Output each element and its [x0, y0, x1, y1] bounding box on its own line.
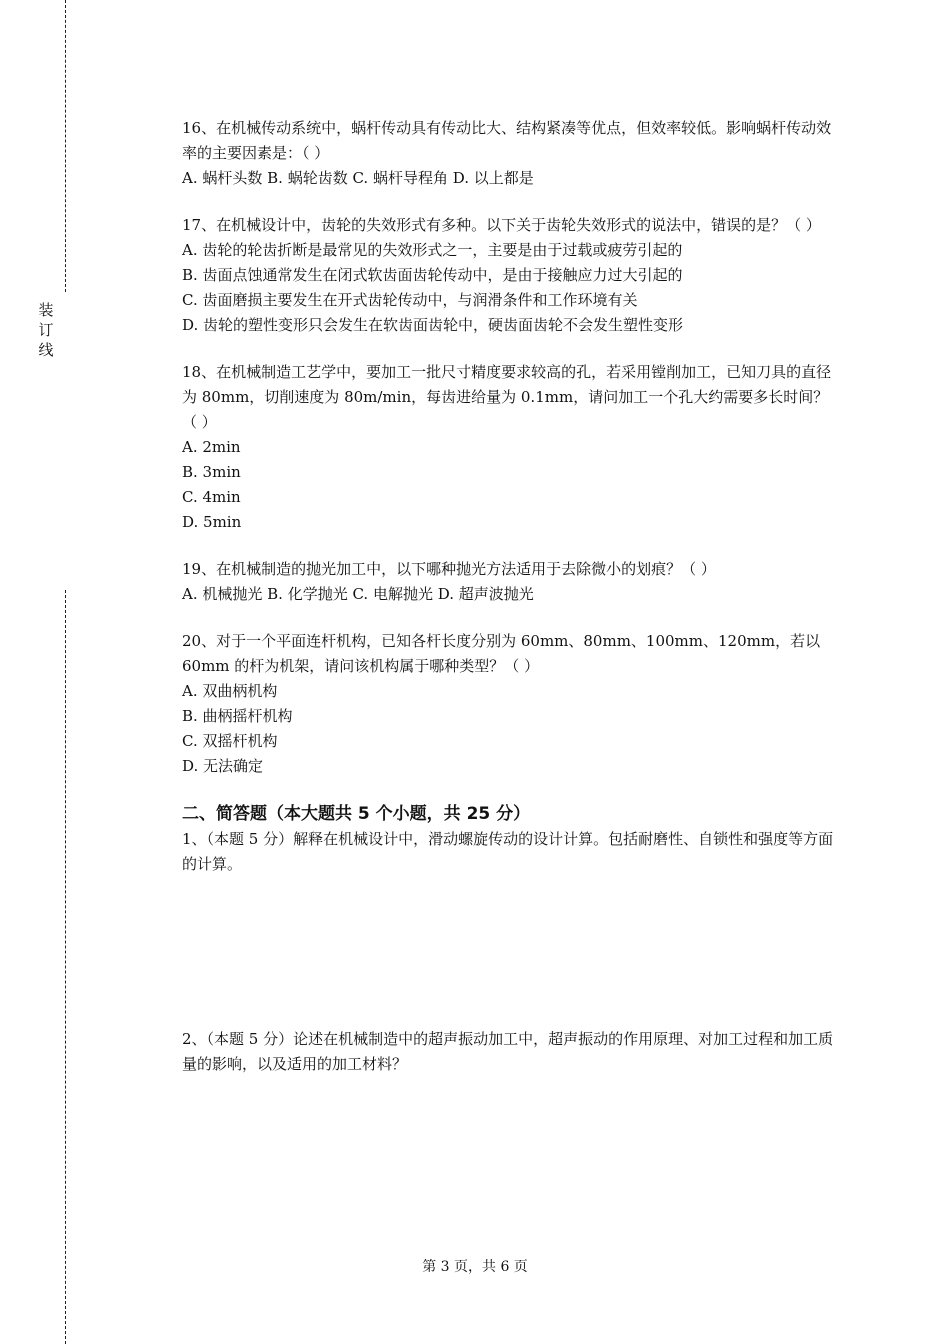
- question-17: [182, 213, 842, 338]
- option-d: D. 5min: [182, 513, 242, 531]
- question-20: [182, 629, 842, 779]
- answer-space: [182, 877, 842, 1027]
- binding-char: 订: [38, 321, 54, 339]
- option-c: C. 齿面磨损主要发生在开式齿轮传动中，与润滑条件和工作环境有关: [182, 291, 638, 309]
- short-answer-1: 1、（本题 5 分）解释在机械设计中，滑动螺旋传动的设计计算。包括耐磨性、自锁性和强度等方面的计算。: [182, 830, 834, 873]
- question-19: [182, 557, 842, 607]
- option-b: B. 曲柄摇杆机构: [182, 707, 293, 725]
- question-stem: 18、在机械制造工艺学中，要加工一批尺寸精度要求较高的孔，若采用镗削加工，已知刀具的直径为 80mm，切削速度为 80m/min，每齿进给量为 0.1mm，请问加工一个孔大约需要多长时间？（ ）: [182, 363, 832, 431]
- question-stem: 17、在机械设计中，齿轮的失效形式有多种。以下关于齿轮失效形式的说法中，错误的是？（ ）: [182, 216, 821, 234]
- option-a: A. 2min: [182, 438, 241, 456]
- option-a: A. 双曲柄机构: [182, 682, 278, 700]
- option-d: D. 齿轮的塑性变形只会发生在软齿面齿轮中，硬齿面齿轮不会发生塑性变形: [182, 316, 684, 334]
- binding-char: 装: [38, 301, 54, 319]
- option-b: B. 3min: [182, 463, 241, 481]
- question-options: A. 机械抛光 B. 化学抛光 C. 电解抛光 D. 超声波抛光: [182, 585, 534, 603]
- section-title: 二、简答题（本大题共 5 个小题，共 25 分）: [182, 804, 531, 824]
- short-answer-2: 2、（本题 5 分）论述在机械制造中的超声振动加工中，超声振动的作用原理、对加工过程和加工质量的影响，以及适用的加工材料？: [182, 1030, 834, 1073]
- question-options: A. 蜗杆头数 B. 蜗轮齿数 C. 蜗杆导程角 D. 以上都是: [182, 169, 534, 187]
- binding-line-bottom: [65, 590, 66, 1344]
- binding-line-top: [65, 0, 66, 292]
- question-16: [182, 116, 842, 191]
- option-b: B. 齿面点蚀通常发生在闭式软齿面齿轮传动中，是由于接触应力过大引起的: [182, 266, 683, 284]
- question-18: [182, 360, 842, 535]
- option-c: C. 4min: [182, 488, 241, 506]
- page-footer: 第 3 页，共 6 页: [422, 1259, 528, 1275]
- option-c: C. 双摇杆机构: [182, 732, 278, 750]
- exam-content: [182, 116, 842, 1077]
- binding-char: 线: [38, 341, 54, 359]
- question-stem: 20、对于一个平面连杆机构，已知各杆长度分别为 60mm、80mm、100mm、120mm，若以 60mm 的杆为机架，请问该机构属于哪种类型？（ ）: [182, 632, 821, 675]
- binding-label: [36, 300, 56, 360]
- question-stem: 16、在机械传动系统中，蜗杆传动具有传动比大、结构紧凑等优点，但效率较低。影响蜗杆传动效率的主要因素是：（ ）: [182, 119, 832, 162]
- option-a: A. 齿轮的轮齿折断是最常见的失效形式之一，主要是由于过载或疲劳引起的: [182, 241, 683, 259]
- option-d: D. 无法确定: [182, 757, 264, 775]
- question-stem: 19、在机械制造的抛光加工中，以下哪种抛光方法适用于去除微小的划痕？（ ）: [182, 560, 716, 578]
